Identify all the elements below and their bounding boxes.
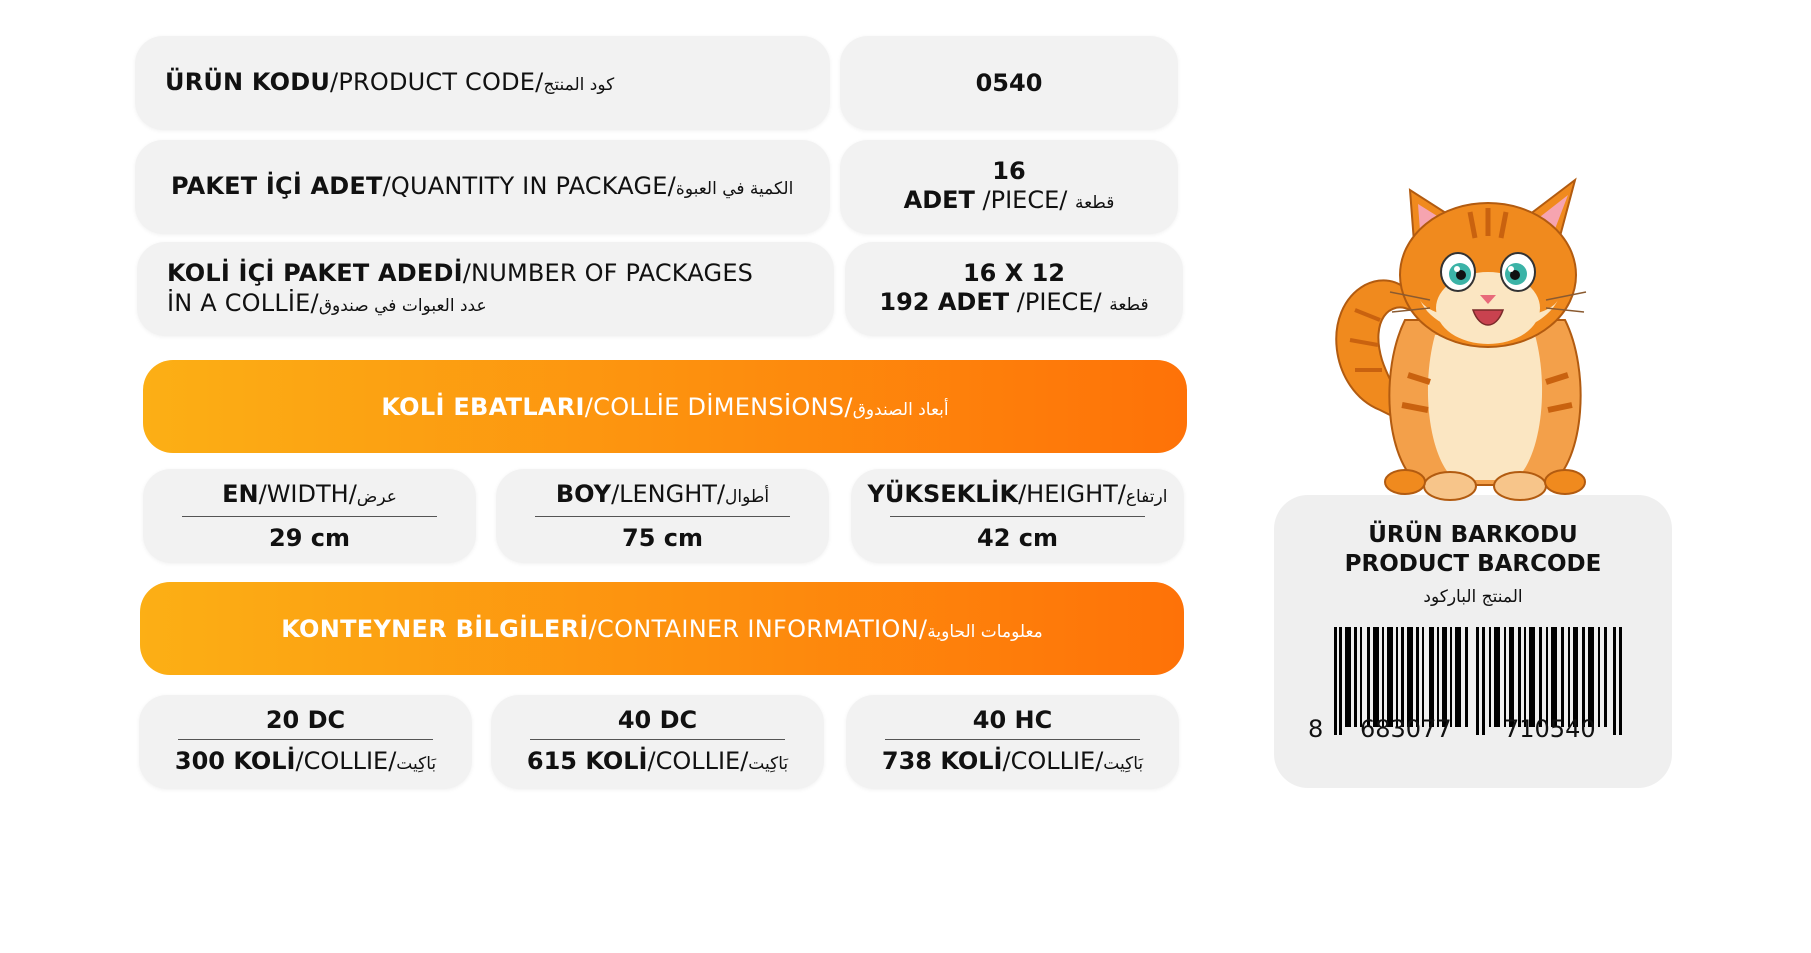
dimension-label: BOY (555, 480, 612, 508)
container-information-title-ar: معلومات الحاوية (927, 621, 1043, 642)
packages-label-en: /NUMBER OF PACKAGES (462, 258, 754, 287)
container-40hc-cell (846, 695, 1179, 789)
dimension-value: 75 cm (622, 524, 703, 552)
container-quantity-ar: بَاكِيت (748, 754, 789, 774)
orange-cat-mascot-illustration (1310, 160, 1630, 520)
packages-label-ar: عدد العبوات في صندوق (318, 295, 487, 316)
barcode-title-ar: المنتج الباركود (1423, 587, 1523, 607)
dimension-label-ar: عرض (356, 487, 397, 507)
product-code-value-box (840, 36, 1178, 130)
container-quantity-en: /COLLIE/ (647, 747, 749, 775)
container-40dc-cell (491, 695, 824, 789)
quantity-value-unit: ADET (903, 185, 975, 214)
product-code-label: ÜRÜN KODU (165, 67, 331, 96)
packages-value-unit-ar: قطعة (1109, 294, 1149, 315)
container-quantity: 300 KOLİ (174, 747, 296, 775)
dimension-width-cell (143, 469, 476, 563)
quantity-value-number: 16 (992, 156, 1026, 185)
container-quantity: 738 KOLİ (881, 747, 1003, 775)
packages-value-box (845, 242, 1183, 336)
barcode-digits-left: 683077 (1360, 715, 1452, 743)
container-quantity-ar: بَاكِيت (1103, 754, 1144, 774)
collie-dimensions-banner (143, 360, 1187, 453)
container-information-banner (140, 582, 1184, 675)
container-information-title: KONTEYNER BİLGİLERİ (281, 614, 589, 643)
dimension-value: 29 cm (269, 524, 350, 552)
packages-value-formula: 16 X 12 (962, 258, 1065, 287)
quantity-value-unit-en: /PIECE/ (974, 185, 1075, 214)
divider (535, 516, 790, 517)
product-code-value: 0540 (975, 68, 1043, 97)
quantity-label-en: /QUANTITY IN PACKAGE/ (382, 171, 676, 200)
dimension-value: 42 cm (977, 524, 1058, 552)
divider (885, 739, 1140, 740)
divider (530, 739, 785, 740)
collie-dimensions-title-en: /COLLİE DİMENSİONS/ (584, 392, 853, 421)
dimension-height-cell (851, 469, 1184, 563)
container-20dc-cell (139, 695, 472, 789)
barcode-digits-right: 710540 (1504, 715, 1596, 743)
quantity-value-unit-ar: قطعة (1074, 192, 1115, 213)
product-code-label-box (135, 36, 830, 130)
barcode-title-en: PRODUCT BARCODE (1344, 551, 1602, 577)
divider (182, 516, 437, 517)
dimension-label: EN (222, 480, 259, 508)
quantity-label-box (135, 140, 830, 234)
container-quantity-en: /COLLIE/ (295, 747, 397, 775)
container-quantity-en: /COLLIE/ (1002, 747, 1104, 775)
quantity-label: PAKET İÇİ ADET (171, 171, 383, 200)
product-barcode-card (1274, 495, 1672, 788)
divider (890, 516, 1145, 517)
dimension-label-en: /WIDTH/ (258, 480, 357, 508)
quantity-value-box (840, 140, 1178, 234)
packages-label-box (137, 242, 834, 336)
container-type: 20 DC (265, 706, 346, 734)
dimension-label-en: /HEIGHT/ (1018, 480, 1126, 508)
cat-paw-left (1424, 472, 1476, 500)
divider (178, 739, 433, 740)
packages-value-unit-en: /PIECE/ (1009, 287, 1110, 316)
dimension-label: YÜKSEKLİK (867, 480, 1019, 508)
container-type: 40 DC (617, 706, 698, 734)
container-information-title-en: /CONTAINER INFORMATION/ (588, 614, 928, 643)
cat-paw-right (1494, 472, 1546, 500)
product-code-label-ar: كود المنتج (543, 74, 615, 95)
packages-label: KOLİ İÇİ PAKET ADEDİ (167, 258, 463, 287)
barcode-digit-first: 8 (1308, 715, 1324, 743)
collie-dimensions-title-ar: أبعاد الصندوق (852, 399, 949, 420)
product-code-label-en: /PRODUCT CODE/ (330, 67, 544, 96)
quantity-label-ar: الكمية في العبوة (675, 178, 794, 199)
dimension-label-ar: أطوال (725, 487, 770, 507)
dimension-label-ar: ارتفاع (1125, 487, 1168, 507)
container-type: 40 HC (972, 706, 1053, 734)
dimension-label-en: /LENGHT/ (611, 480, 726, 508)
dimension-length-cell (496, 469, 829, 563)
container-quantity-ar: بَاكِيت (396, 754, 437, 774)
barcode-title-tr: ÜRÜN BARKODU (1368, 522, 1578, 548)
container-quantity: 615 KOLİ (526, 747, 648, 775)
packages-label-line2: İN A COLLİE/ (167, 288, 319, 317)
collie-dimensions-title: KOLİ EBATLARI (381, 392, 585, 421)
packages-value-total: 192 ADET (879, 287, 1010, 316)
